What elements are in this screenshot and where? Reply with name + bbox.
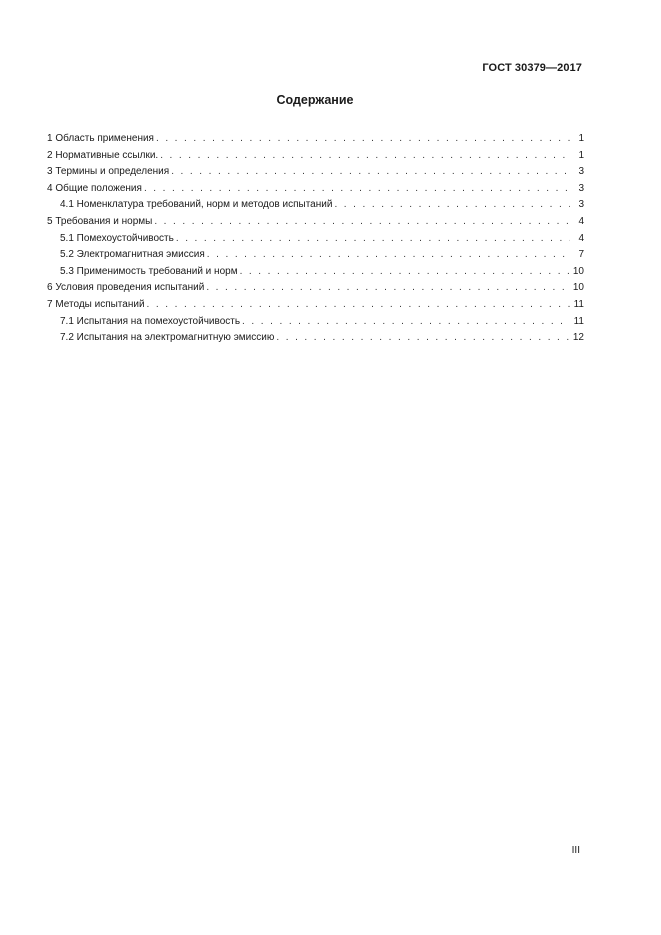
toc-entry-label: 3 Термины и определения xyxy=(47,166,170,178)
dot-leader xyxy=(240,264,569,281)
toc-entry-label: 5.3 Применимость требований и норм xyxy=(60,265,238,277)
dot-leader xyxy=(171,164,570,181)
toc-entry-label: 4 Общие положения xyxy=(47,182,142,194)
toc-entry-5-2-emission[interactable] xyxy=(47,247,584,264)
toc-entry-label: 7.1 Испытания на помехоустойчивость xyxy=(60,315,241,327)
toc-entry-page: 1 xyxy=(578,149,584,161)
dot-leader xyxy=(144,181,570,198)
dot-leader xyxy=(206,280,569,297)
dot-leader xyxy=(160,148,570,165)
dot-leader xyxy=(334,197,570,214)
toc-entry-page: 11 xyxy=(573,298,584,310)
toc-entry-4-general[interactable] xyxy=(47,181,584,198)
toc-entry-label: 2 Нормативные ссылки. xyxy=(47,149,159,161)
toc-entry-2-normative-references[interactable] xyxy=(47,148,584,165)
toc-entry-7-1-immunity-tests[interactable] xyxy=(47,314,584,331)
toc-entry-label: 5 Требования и нормы xyxy=(47,215,153,227)
toc-entry-label: 7 Методы испытаний xyxy=(47,298,145,310)
toc-entry-page: 7 xyxy=(578,249,584,261)
toc-entry-label: 4.1 Номенклатура требований, норм и методов испытаний xyxy=(60,199,333,211)
toc-entry-6-test-conditions[interactable] xyxy=(47,280,584,297)
toc-entry-5-1-immunity[interactable] xyxy=(47,231,584,248)
page-number: III xyxy=(571,845,580,856)
toc-entry-5-3-applicability[interactable] xyxy=(47,264,584,281)
dot-leader xyxy=(276,330,569,347)
toc-entry-label: 1 Область применения xyxy=(47,133,154,144)
toc-entry-label: 5.2 Электромагнитная эмиссия xyxy=(60,249,205,261)
toc-entry-7-test-methods[interactable] xyxy=(47,297,584,314)
toc-entry-label: 5.1 Помехоустойчивость xyxy=(60,232,174,244)
toc-entry-page: 10 xyxy=(572,265,584,277)
standard-designation: ГОСТ 30379—2017 xyxy=(482,62,582,74)
toc-entry-page: 3 xyxy=(578,166,584,178)
dot-leader xyxy=(147,297,570,314)
toc-entry-page: 10 xyxy=(572,282,584,294)
toc-title: Содержание xyxy=(276,93,354,107)
toc-entry-page: 11 xyxy=(573,315,584,327)
toc-entry-label: 7.2 Испытания на электромагнитную эмиссию xyxy=(60,332,275,344)
dot-leader xyxy=(176,231,570,248)
toc-entry-1-scope[interactable] xyxy=(47,131,584,148)
toc-entry-label: 6 Условия проведения испытаний xyxy=(47,282,205,294)
toc-entry-page: 12 xyxy=(572,332,584,344)
toc-entry-5-requirements[interactable] xyxy=(47,214,584,231)
toc-entry-page: 3 xyxy=(578,182,584,194)
toc-entry-4-1-nomenclature[interactable] xyxy=(47,197,584,214)
dot-leader xyxy=(207,247,570,264)
toc-entry-page: 4 xyxy=(578,215,584,227)
table-of-contents xyxy=(47,131,584,347)
toc-entry-page: 1 xyxy=(578,133,584,144)
toc-entry-3-terms[interactable] xyxy=(47,164,584,181)
toc-entry-page: 3 xyxy=(578,199,584,211)
toc-entry-7-2-emission-tests[interactable] xyxy=(47,330,584,347)
dot-leader xyxy=(154,214,570,231)
toc-entry-page: 4 xyxy=(578,232,584,244)
dot-leader xyxy=(156,131,570,148)
dot-leader xyxy=(242,314,570,331)
